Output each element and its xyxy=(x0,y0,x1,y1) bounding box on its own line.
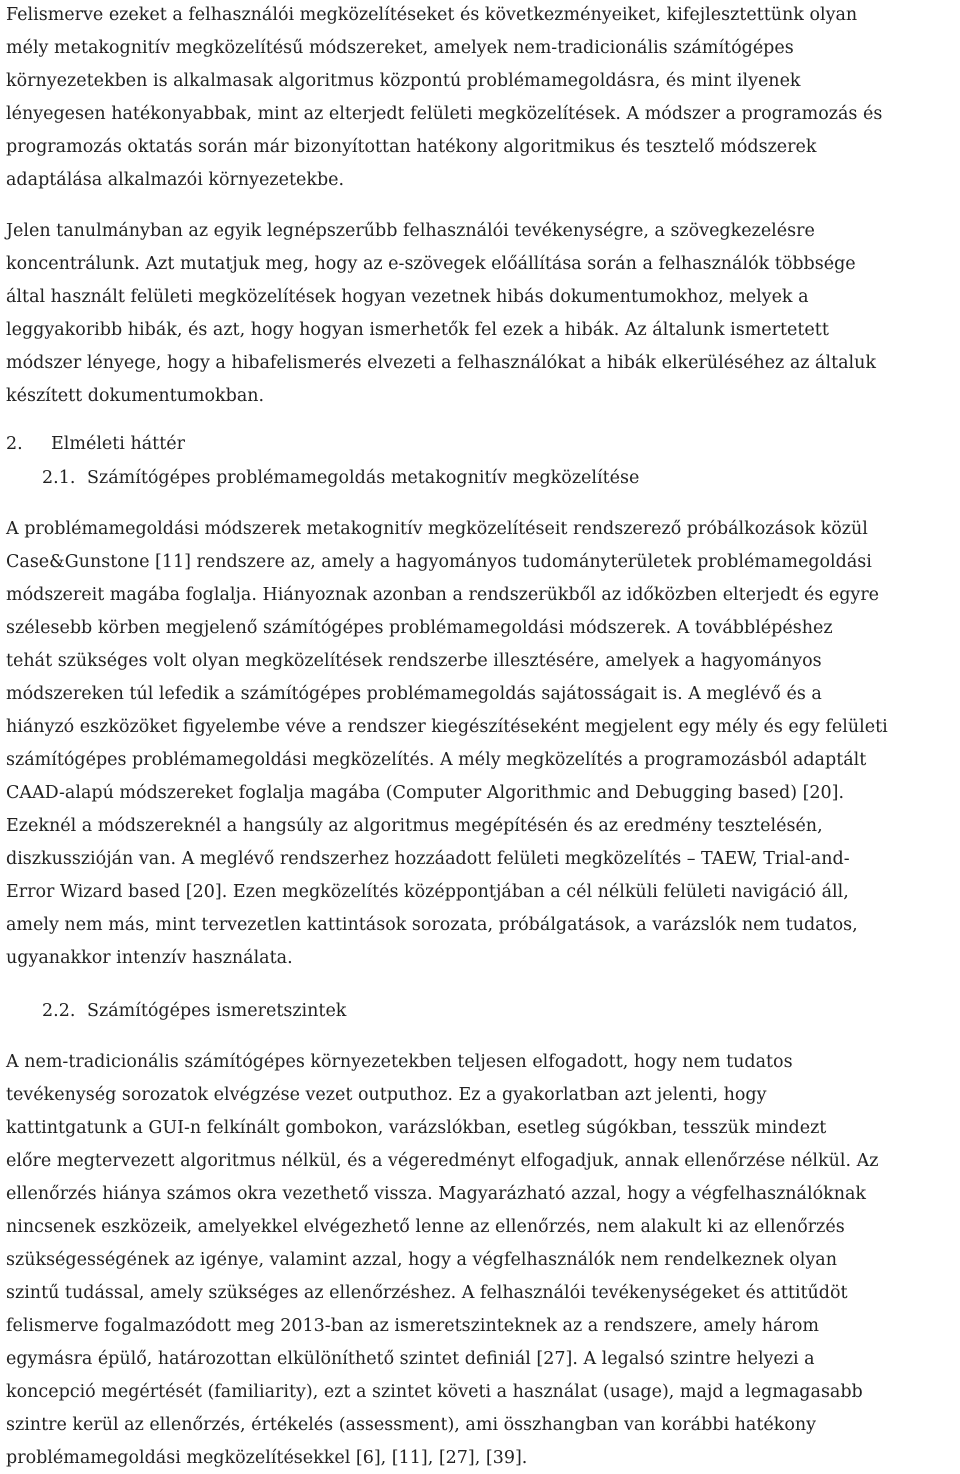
text-line: lényegesen hatékonyabbak, mint az elterjedt felületi megközelítések. A módszer a programozás és xyxy=(6,104,883,124)
text-line: ugyanakkor intenzív használata. xyxy=(6,948,293,968)
text-line: előre megtervezett algoritmus nélkül, és a végeredményt elfogadjuk, annak ellenőrzése nélkül. Az xyxy=(6,1151,879,1171)
text-line: A problémamegoldási módszerek metakognitív megközelítéseit rendszerező próbálkozások közül xyxy=(6,519,868,539)
text-line: hiányzó eszközöket figyelembe véve a rendszer kiegészítéseként megjelent egy mély és egy felületi xyxy=(6,717,888,737)
section-number: 2.1. xyxy=(42,468,76,488)
text-line: Jelen tanulmányban az egyik legnépszerűbb felhasználói tevékenységre, a szövegkezelésre xyxy=(6,221,815,241)
section-number: 2.2. xyxy=(42,1001,76,1021)
text-line: ellenőrzés hiánya számos okra vezethető vissza. Magyarázható azzal, hogy a végfelhasználóknak xyxy=(6,1184,867,1204)
text-line: módszer lényege, hogy a hibafelismerés elvezeti a felhasználókat a hibák elkerüléséhez az általuk xyxy=(6,353,877,373)
text-line: számítógépes problémamegoldási megközelítés. A mély megközelítés a programozásból adaptált xyxy=(6,750,867,770)
text-line: szélesebb körben megjelenő számítógépes problémamegoldási módszerek. A továbblépéshez xyxy=(6,618,833,638)
text-line: szintű tudással, amely szükséges az ellenőrzéshez. A felhasználói tevékenységeket és attitűdöt xyxy=(6,1283,848,1303)
section-heading-2-2 xyxy=(42,996,346,1026)
text-line: nincsenek eszközeik, amelyekkel elvégezhető lenne az ellenőrzés, nem alakult ki az ellenőrzés xyxy=(6,1217,845,1237)
text-line: Ezeknél a módszereknél a hangsúly az algoritmus megépítésén és az eredmény tesztelésén, xyxy=(6,816,823,836)
text-line: Felismerve ezeket a felhasználói megközelítéseket és következményeiket, kifejlesztettünk olyan xyxy=(6,5,858,25)
section-heading-2-1 xyxy=(42,463,639,493)
section-title: Számítógépes problémamegoldás metakognitív megközelítése xyxy=(87,468,640,488)
section-heading-2 xyxy=(6,429,185,459)
text-line: környezetekben is alkalmasak algoritmus központú problémamegoldásra, és mint ilyenek xyxy=(6,71,801,91)
text-line: Error Wizard based [20]. Ezen megközelítés középpontjában a cél nélküli felületi navigáció áll, xyxy=(6,882,849,902)
section-number: 2. xyxy=(6,434,23,454)
text-line: szintre kerül az ellenőrzés, értékelés (assessment), ami összhangban van korábbi hatékony xyxy=(6,1415,817,1435)
section-title: Számítógépes ismeretszintek xyxy=(87,1001,347,1021)
section-title: Elméleti háttér xyxy=(51,434,185,454)
text-line: készített dokumentumokban. xyxy=(6,386,265,406)
text-line: kattintgatunk a GUI-n felkínált gombokon, varázslókban, esetleg súgókban, tesszük mindezt xyxy=(6,1118,827,1138)
text-line: programozás oktatás során már bizonyítottan hatékony algoritmikus és tesztelő módszerek xyxy=(6,137,817,157)
text-line: leggyakoribb hibák, és azt, hogy hogyan ismerhetők fel ezek a hibák. Az általunk ismertetett xyxy=(6,320,829,340)
text-line: koncepció megértését (familiarity), ezt a szintet követi a használat (usage), majd a legmagasabb xyxy=(6,1382,863,1402)
text-line: egymásra épülő, határozottan elkülöníthető szintet definiál [27]. A legalsó szintre helyezi a xyxy=(6,1349,815,1369)
text-line: problémamegoldási megközelítésekkel [6], [11], [27], [39]. xyxy=(6,1448,528,1468)
text-line: által használt felületi megközelítések hogyan vezetnek hibás dokumentumokhoz, melyek a xyxy=(6,287,809,307)
text-line: szükségességének az igénye, valamint azzal, hogy a végfelhasználók nem rendelkeznek olyan xyxy=(6,1250,837,1270)
text-line: A nem-tradicionális számítógépes környezetekben teljesen elfogadott, hogy nem tudatos xyxy=(6,1052,793,1072)
text-line: Case&Gunstone [11] rendszere az, amely a hagyományos tudományterületek problémamegoldási xyxy=(6,552,872,572)
text-line: módszereit magába foglalja. Hiányoznak azonban a rendszerükből az időközben elterjedt és egyre xyxy=(6,585,880,605)
text-line: diszkusszióján van. A meglévő rendszerhez hozzáadott felületi megközelítés – TAEW, Trial-and- xyxy=(6,849,850,869)
text-line: adaptálása alkalmazói környezetekbe. xyxy=(6,170,345,190)
text-line: tehát szükséges volt olyan megközelítések rendszerbe illesztésére, amelyek a hagyományos xyxy=(6,651,822,671)
text-line: amely nem más, mint tervezetlen kattintások sorozata, próbálgatások, a varázslók nem tudatos, xyxy=(6,915,858,935)
text-line: módszereken túl lefedik a számítógépes problémamegoldás sajátosságait is. A meglévő és a xyxy=(6,684,822,704)
text-line: CAAD-alapú módszereket foglalja magába (Computer Algorithmic and Debugging based) [20]. xyxy=(6,783,845,803)
text-line: koncentrálunk. Azt mutatjuk meg, hogy az e-szövegek előállítása során a felhasználók többsége xyxy=(6,254,856,274)
text-line: mély metakognitív megközelítésű módszereket, amelyek nem-tradicionális számítógépes xyxy=(6,38,794,58)
text-line: tevékenység sorozatok elvégzése vezet outputhoz. Ez a gyakorlatban azt jelenti, hogy xyxy=(6,1085,767,1105)
text-line: felismerve fogalmazódott meg 2013-ban az ismeretszinteknek az a rendszere, amely három xyxy=(6,1316,819,1336)
